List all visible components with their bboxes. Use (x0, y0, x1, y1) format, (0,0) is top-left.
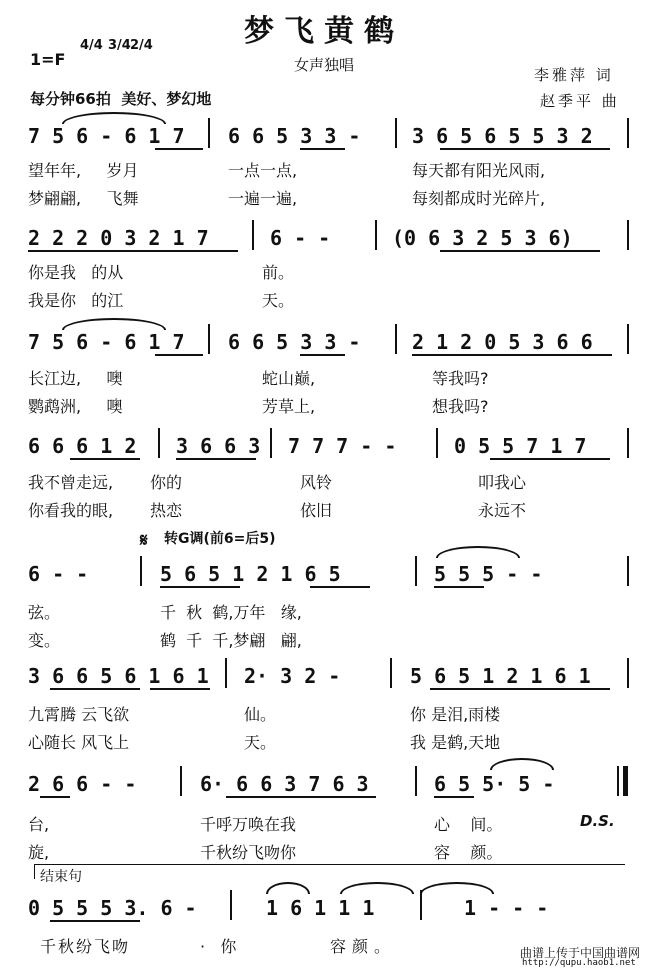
underline (150, 688, 210, 690)
measure-notes: 2 1 2 0 5 3 6 6 (412, 330, 593, 354)
barline (270, 428, 272, 458)
measure-notes: 1 6 1 1 1 (266, 896, 375, 920)
lyric-verse1: 你的 (150, 473, 183, 492)
barline (208, 324, 210, 354)
slur (266, 882, 310, 894)
slur (62, 112, 166, 124)
underline (440, 250, 600, 252)
measure-notes: 2· 3 2 - (244, 664, 341, 688)
barline (627, 658, 629, 688)
underline (155, 148, 203, 150)
measure-3-notes: 3 6 5 6 5 5 3 2 (412, 124, 593, 148)
slur (62, 318, 166, 330)
measure-notes: (0 6 3 2 5 3 6) (392, 226, 573, 250)
underline (28, 250, 238, 252)
barline (225, 658, 227, 688)
tempo-marking: 每分钟66拍 美好、梦幻地 (30, 90, 212, 108)
lyric-ending: 千秋纷飞吻 (40, 937, 131, 956)
underline (160, 586, 240, 588)
lyric-verse1: 等我吗? (432, 369, 489, 388)
lyric-verse2: 芳草上, (262, 397, 316, 416)
lyric-verse1: 台, (28, 815, 50, 834)
measure-1-notes: 7 5 6 - 6 1 7 (28, 124, 185, 148)
barline (627, 220, 629, 250)
subtitle: 女声独唱 (293, 56, 354, 74)
ds-marking: D.S. (580, 812, 615, 830)
lyric-verse1: 你是我 的从 (28, 263, 124, 282)
measure-notes: 6 - - (28, 562, 89, 586)
lyric-verse2: 鹦鹉洲, 噢 (28, 397, 123, 416)
lyric-verse1: 长江边, 噢 (28, 369, 123, 388)
measure-notes: 7 7 7 - - (288, 434, 397, 458)
lyric-verse2: 旋, (28, 843, 50, 862)
lyric-verse2: 容 颜。 (434, 843, 503, 862)
lyric-verse2: 每刻都成时光碎片, (412, 189, 546, 208)
lyric-verse2: 梦翩翩, 飞舞 (28, 189, 139, 208)
lyricist-credit: 李雅萍 词 (534, 66, 614, 84)
slur (420, 882, 494, 894)
underline (300, 354, 345, 356)
underline (155, 354, 203, 356)
lyric-verse2: 热恋 (150, 501, 183, 520)
lyric-verse2: 一遍一遍, (228, 189, 298, 208)
slur (340, 882, 414, 894)
barline (390, 658, 392, 688)
lyric-verse2: 永远不 (478, 501, 527, 520)
time-signature-3: 2/4 (130, 38, 153, 53)
lyric-verse1: 心 间。 (434, 815, 503, 834)
barline (627, 118, 629, 148)
barline (415, 766, 417, 796)
segno-sign: 𝄋 (140, 530, 148, 551)
lyric-verse2: 依旧 (300, 501, 333, 520)
lyric-verse1: 叩我心 (478, 473, 527, 492)
measure-notes: 0 5 5 5 3. 6 - (28, 896, 197, 920)
measure-notes: 3 6 6 5 6 1 6 1 (28, 664, 209, 688)
lyric-verse1: 九霄腾 云飞欲 (28, 705, 130, 724)
lyric-ending: · 你 (200, 937, 237, 956)
lyric-verse1: 望年年, 岁月 (28, 161, 139, 180)
measure-notes: 1 - - - (464, 896, 549, 920)
barline (208, 118, 210, 148)
underline (310, 586, 370, 588)
composer-credit: 赵季平 曲 (540, 92, 620, 110)
lyric-verse2: 我是你 的江 (28, 291, 124, 310)
barline (627, 556, 629, 586)
underline (440, 148, 610, 150)
underline (434, 796, 474, 798)
underline (70, 458, 140, 460)
barline (395, 324, 397, 354)
page-title: 梦飞黄鹤 (244, 14, 404, 49)
lyric-verse1: 弦。 (28, 603, 61, 622)
key-change-label: 转G调(前6=后5) (164, 531, 276, 547)
measure-notes: 3 6 6 3 (176, 434, 261, 458)
measure-notes: 6 - - (270, 226, 331, 250)
ending-label: 结束句 (40, 869, 82, 885)
underline (40, 796, 70, 798)
underline (434, 586, 484, 588)
watermark-text: 曲谱上传于中国曲谱网 (520, 946, 641, 960)
lyric-verse2: 天。 (262, 291, 295, 310)
lyric-verse1: 一点一点, (228, 161, 298, 180)
lyric-verse1: 仙。 (244, 705, 277, 724)
measure-notes: 5 5 5 - - (434, 562, 543, 586)
measure-notes: 6 5 5· 5 - (434, 772, 555, 796)
time-signature-1: 4/4 (80, 38, 103, 53)
lyric-verse1: 千呼万唤在我 (200, 815, 297, 834)
measure-notes: 2 6 6 - - (28, 772, 137, 796)
lyric-verse1: 我不曾走远, (28, 473, 114, 492)
underline (176, 458, 256, 460)
lyric-verse2: 天。 (244, 733, 277, 752)
measure-notes: 2 2 2 0 3 2 1 7 (28, 226, 209, 250)
lyric-verse1: 风铃 (300, 473, 333, 492)
barline (375, 220, 377, 250)
lyric-verse1: 蛇山巅, (262, 369, 316, 388)
measure-notes: 0 5 5 7 1 7 (454, 434, 587, 458)
measure-notes: 5 6 5 1 2 1 6 5 (160, 562, 341, 586)
lyric-verse2: 变。 (28, 631, 61, 650)
lyric-verse1: 你 是泪,雨楼 (410, 705, 501, 724)
underline (412, 354, 612, 356)
underline (490, 458, 610, 460)
barline (230, 890, 232, 920)
watermark-url: http://qupu.haob1.net (522, 958, 636, 968)
slur (436, 546, 520, 558)
barline (252, 220, 254, 250)
barline (395, 118, 397, 148)
lyric-verse2: 鹤 千 千,梦翩 翩, (160, 631, 302, 650)
underline (300, 148, 345, 150)
measure-notes: 5 6 5 1 2 1 6 1 (410, 664, 591, 688)
lyric-verse2: 千秋纷飞吻你 (200, 843, 297, 862)
underline (430, 688, 610, 690)
lyric-verse1: 千 秋 鹤,万年 缘, (160, 603, 302, 622)
barline (158, 428, 160, 458)
lyric-verse2: 你看我的眼, (28, 501, 114, 520)
lyric-verse1: 前。 (262, 263, 295, 282)
underline (226, 796, 376, 798)
measure-notes: 6 6 6 1 2 (28, 434, 137, 458)
lyric-ending: 容颜。 (330, 937, 397, 956)
measure-notes: 6 6 5 3 3 - (228, 330, 361, 354)
barline (617, 766, 619, 796)
measure-notes: 6· 6 6 3 7 6 3 (200, 772, 369, 796)
slur (490, 758, 554, 770)
barline (436, 428, 438, 458)
barline (627, 428, 629, 458)
lyric-verse2: 我 是鹤,天地 (410, 733, 501, 752)
measure-2-notes: 6 6 5 3 3 - (228, 124, 361, 148)
underline (50, 920, 140, 922)
barline (627, 324, 629, 354)
lyric-verse2: 心随长 风飞上 (28, 733, 130, 752)
key-signature: 1=F (30, 50, 66, 69)
lyric-verse2: 想我吗? (432, 397, 489, 416)
barline (415, 556, 417, 586)
barline (420, 890, 422, 920)
barline (180, 766, 182, 796)
time-signature-2: 3/4 (108, 38, 131, 53)
measure-notes: 7 5 6 - 6 1 7 (28, 330, 185, 354)
ending-bracket (34, 864, 625, 879)
barline (140, 556, 142, 586)
final-barline (623, 766, 628, 796)
lyric-verse1: 每天都有阳光风雨, (412, 161, 546, 180)
underline (50, 688, 140, 690)
